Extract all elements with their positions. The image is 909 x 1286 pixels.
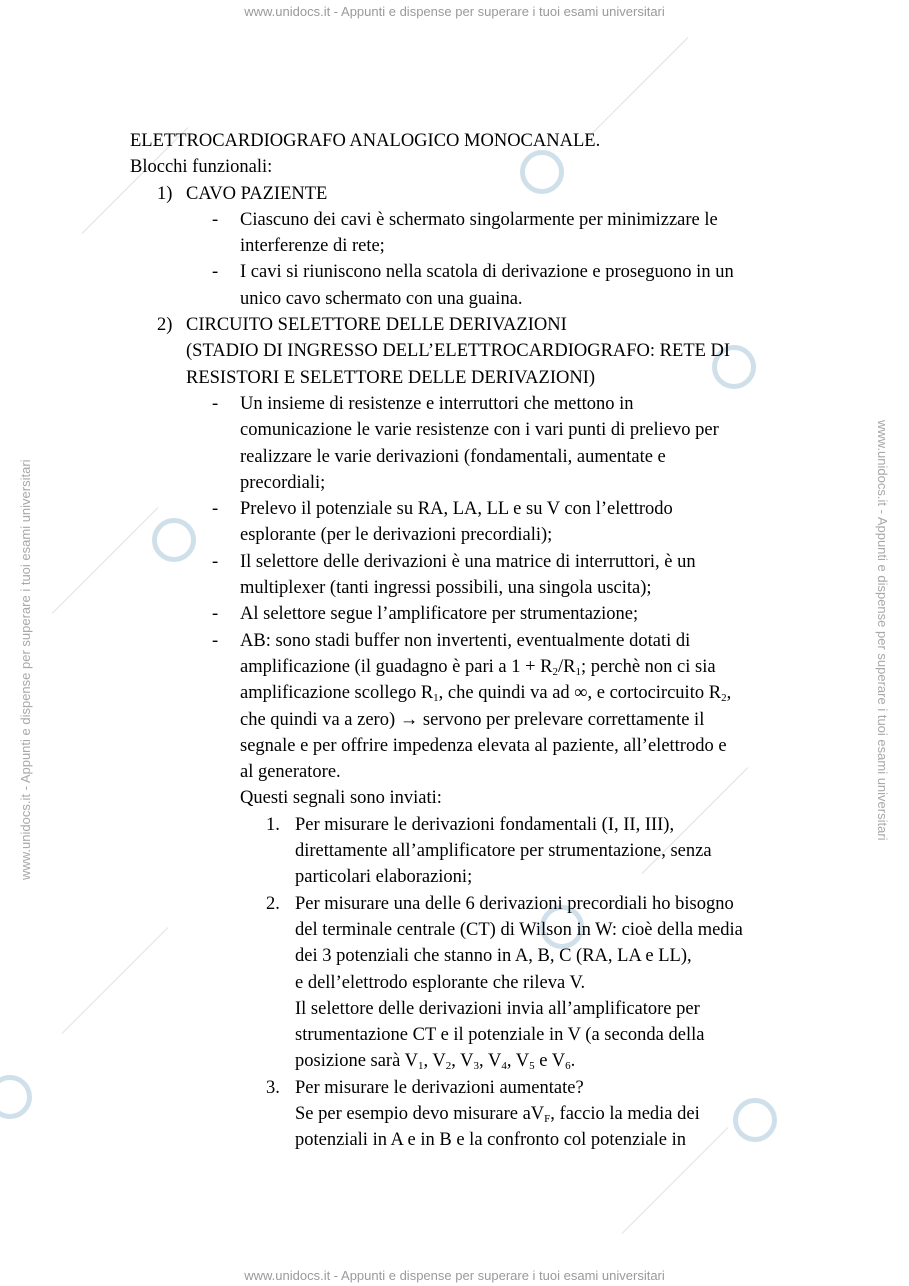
item-line: Il selettore delle derivazioni invia all’amplificatore per bbox=[295, 998, 700, 1019]
text-run: Se per esempio devo misurare aV bbox=[295, 1103, 545, 1124]
subscript: 1 bbox=[433, 692, 439, 705]
numbered-item bbox=[130, 891, 810, 1075]
text-run: , faccio la media dei bbox=[550, 1103, 700, 1124]
bullet-item bbox=[130, 391, 810, 496]
bullet-item bbox=[130, 207, 810, 260]
bullet-line: Al selettore segue l’amplificatore per strumentazione; bbox=[240, 604, 639, 625]
bullet-dash: - bbox=[212, 604, 219, 625]
item-line: del terminale centrale (CT) di Wilson in W: cioè della media bbox=[295, 919, 743, 940]
text-run: . bbox=[570, 1051, 576, 1072]
text-run: , V bbox=[423, 1051, 446, 1072]
item-line: Per misurare le derivazioni aumentate? bbox=[295, 1077, 584, 1098]
bullet-dash: - bbox=[212, 393, 219, 414]
text-run: , V bbox=[451, 1051, 474, 1072]
subscript: 2 bbox=[552, 665, 558, 678]
subscript: 5 bbox=[529, 1060, 535, 1073]
item-line: potenziali in A e in B e la confronto col potenziale in bbox=[295, 1130, 686, 1151]
watermark-logo-icon bbox=[0, 1066, 41, 1128]
item-line: Per misurare le derivazioni fondamentali (I, II, III), bbox=[295, 814, 675, 835]
text-run: , bbox=[726, 683, 732, 704]
subscript: 4 bbox=[501, 1060, 507, 1073]
subscript: 2 bbox=[445, 1060, 452, 1073]
item-number: 1. bbox=[266, 814, 280, 835]
bullet-line: Ciascuno dei cavi è schermato singolarmente per minimizzare le bbox=[240, 209, 718, 230]
text-run: /R bbox=[558, 656, 576, 677]
bullet-line bbox=[240, 680, 810, 706]
item-line bbox=[295, 1048, 810, 1074]
subscript: 2 bbox=[721, 692, 727, 705]
bullet-dash: - bbox=[212, 262, 219, 283]
item-line: strumentazione CT e il potenziale in V (a seconda della bbox=[295, 1025, 705, 1046]
numbered-item bbox=[130, 812, 810, 891]
bullet-item bbox=[130, 496, 810, 549]
text-run: e V bbox=[534, 1051, 566, 1072]
document-subtitle: Blocchi funzionali: bbox=[130, 157, 273, 178]
text-run: amplificazione scollego R bbox=[240, 683, 434, 704]
bullet-item bbox=[130, 601, 810, 627]
bullet-line: al generatore. bbox=[240, 762, 341, 783]
section-cavo-paziente bbox=[130, 181, 810, 207]
bullet-line: segnale e per offrire impedenza elevata al paziente, all’elettrodo e bbox=[240, 735, 727, 756]
bullet-line: Un insieme di resistenze e interruttori che mettono in bbox=[240, 393, 634, 414]
item-line bbox=[295, 1101, 810, 1127]
item-line: dei 3 potenziali che stanno in A, B, C (RA, LA e LL), bbox=[295, 946, 692, 967]
subscript: F bbox=[544, 1112, 551, 1125]
section-heading: (STADIO DI INGRESSO DELL’ELETTROCARDIOGRAFO: RETE DI bbox=[186, 341, 731, 362]
bullet-line: comunicazione le varie resistenze con i vari punti di prelievo per bbox=[240, 420, 719, 441]
signals-intro: Questi segnali sono inviati: bbox=[240, 788, 442, 809]
document-page bbox=[130, 128, 810, 1154]
subscript: 1 bbox=[417, 1060, 424, 1073]
bullet-line: che quindi va a zero) → servono per prelevare correttamente il bbox=[240, 709, 705, 730]
section-heading: CAVO PAZIENTE bbox=[186, 183, 328, 204]
bullet-line: unico cavo schermato con una guaina. bbox=[240, 288, 523, 309]
item-line: Per misurare una delle 6 derivazioni precordiali ho bisogno bbox=[295, 893, 734, 914]
bullet-item bbox=[130, 259, 810, 312]
section-heading: RESISTORI E SELETTORE DELLE DERIVAZIONI) bbox=[186, 367, 596, 388]
bullet-item-ab bbox=[130, 628, 810, 786]
bullet-line: precordiali; bbox=[240, 472, 326, 493]
text-run: , che quindi va ad ∞, e cortocircuito R bbox=[438, 683, 722, 704]
text-run: ; perchè non ci sia bbox=[580, 656, 716, 677]
watermark-top-banner: www.unidocs.it - Appunti e dispense per superare i tuoi esami universitari bbox=[244, 4, 665, 19]
text-run: posizione sarà V bbox=[295, 1051, 418, 1072]
bullet-dash: - bbox=[212, 551, 219, 572]
bullet-dash: - bbox=[212, 209, 219, 230]
bullet-line bbox=[240, 654, 810, 680]
section-heading: CIRCUITO SELETTORE DELLE DERIVAZIONI bbox=[186, 315, 567, 336]
bullet-dash: - bbox=[212, 499, 219, 520]
subscript: 6 bbox=[565, 1060, 571, 1073]
item-line: e dell’elettrodo esplorante che rileva V. bbox=[295, 972, 586, 993]
item-number: 3. bbox=[266, 1077, 280, 1098]
bullet-item bbox=[130, 549, 810, 602]
item-number: 2. bbox=[266, 893, 280, 914]
watermark-bottom-banner: www.unidocs.it - Appunti e dispense per superare i tuoi esami universitari bbox=[244, 1268, 665, 1283]
section-number: 1) bbox=[157, 183, 173, 204]
item-line: particolari elaborazioni; bbox=[295, 867, 473, 888]
bullet-line: interferenze di rete; bbox=[240, 236, 385, 257]
text-run: amplificazione (il guadagno è pari a 1 + R bbox=[240, 656, 553, 677]
watermark-left-banner: www.unidocs.it - Appunti e dispense per superare i tuoi esami universitari bbox=[18, 459, 33, 880]
text-run: , V bbox=[506, 1051, 530, 1072]
text-run: , V bbox=[479, 1051, 502, 1072]
bullet-line: realizzare le varie derivazioni (fondamentali, aumentate e bbox=[240, 446, 666, 467]
bullet-dash: - bbox=[212, 630, 219, 651]
bullet-line: Prelevo il potenziale su RA, LA, LL e su V con l’elettrodo bbox=[240, 499, 673, 520]
subscript: 1 bbox=[575, 665, 581, 678]
section-number: 2) bbox=[157, 315, 173, 336]
bullet-line: AB: sono stadi buffer non invertenti, eventualmente dotati di bbox=[240, 630, 691, 651]
document-title: ELETTROCARDIOGRAFO ANALOGICO MONOCANALE. bbox=[130, 131, 601, 151]
subscript: 3 bbox=[473, 1060, 480, 1073]
bullet-line: Il selettore delle derivazioni è una matrice di interruttori, è un bbox=[240, 551, 696, 572]
watermark-right-banner: www.unidocs.it - Appunti e dispense per superare i tuoi esami universitari bbox=[875, 420, 890, 841]
bullet-line: esplorante (per le derivazioni precordiali); bbox=[240, 525, 553, 546]
bullet-line: multiplexer (tanti ingressi possibili, una singola uscita); bbox=[240, 578, 652, 599]
bullet-line: I cavi si riuniscono nella scatola di derivazione e proseguono in un bbox=[240, 262, 734, 283]
section-circuito-selettore bbox=[130, 312, 810, 391]
numbered-item bbox=[130, 1075, 810, 1154]
item-line: direttamente all’amplificatore per strumentazione, senza bbox=[295, 841, 712, 862]
